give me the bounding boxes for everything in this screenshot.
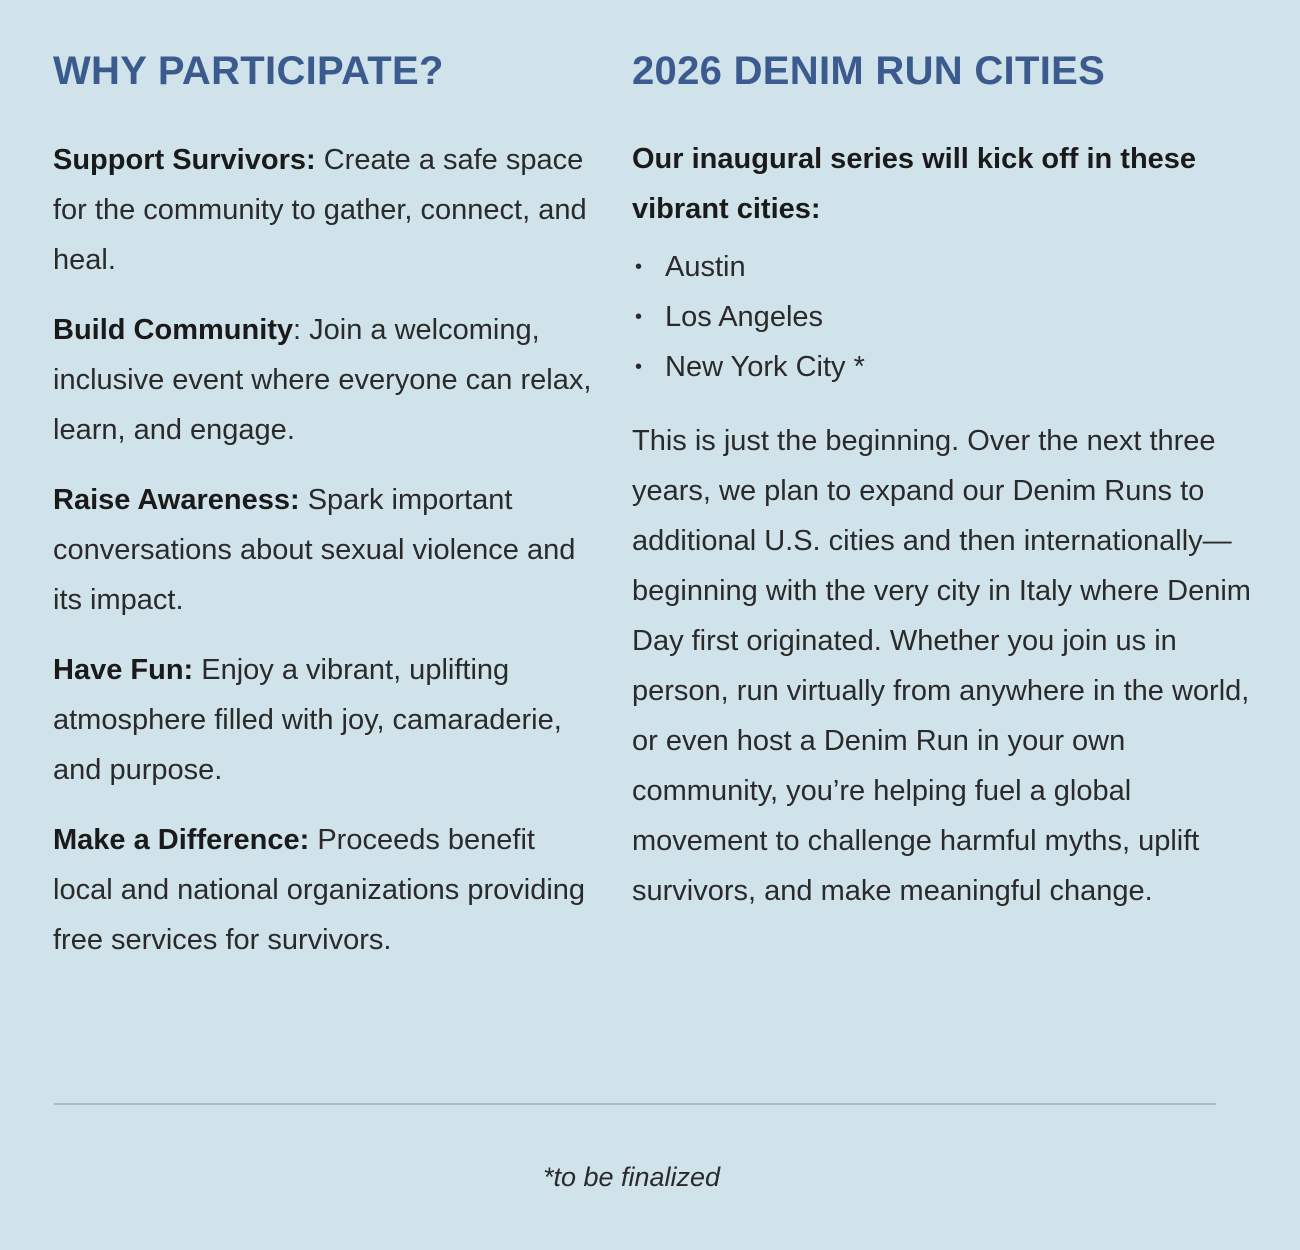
bullet-icon: •: [635, 256, 643, 278]
benefit-have-fun: [53, 645, 593, 795]
benefit-text: : Join a welcoming, inclusive event where everyone can relax, learn, and engage.: [53, 314, 592, 446]
city-name: Los Angeles: [665, 301, 824, 333]
why-participate-section: [53, 44, 593, 985]
benefit-build-community: [53, 305, 593, 455]
benefit-text: Proceeds benefit local and national organizations providing free services for survivors.: [53, 824, 586, 956]
benefit-text: Spark important conversations about sexual violence and its impact.: [53, 484, 576, 616]
why-participate-heading: WHY PARTICIPATE?: [53, 49, 444, 93]
bullet-icon: •: [635, 306, 643, 328]
denim-run-cities-section: [632, 44, 1252, 916]
benefits-list: [53, 135, 593, 965]
benefit-title: Build Community: [53, 314, 294, 346]
benefit-text: Create a safe space for the community to gather, connect, and heal.: [53, 144, 587, 276]
divider: [54, 1103, 1216, 1105]
list-item: [632, 342, 1252, 392]
benefit-make-a-difference: [53, 815, 593, 965]
benefit-title: Have Fun:: [53, 654, 194, 686]
denim-run-cities-heading: 2026 DENIM RUN CITIES: [632, 49, 1106, 93]
cities-list: [632, 242, 1252, 392]
expansion-paragraph: This is just the beginning. Over the next three years, we plan to expand our Denim Runs to additional U.S. cities and then internationally—beginning with the very city in Italy where Denim Day first originated. Whether you join us in person, run virtually from anywhere in the world, or even host a Denim Run in your own community, you’re helping fuel a global movement to challenge harmful myths, uplift survivors, and make meaningful change.: [632, 425, 1251, 907]
city-name: Austin: [665, 251, 746, 283]
footnote: *to be finalized: [542, 1162, 721, 1192]
cities-intro: Our inaugural series will kick off in these vibrant cities:: [632, 143, 1197, 225]
benefit-title: Support Survivors:: [53, 144, 316, 176]
city-name: New York City *: [665, 351, 865, 383]
benefit-raise-awareness: [53, 475, 593, 625]
list-item: [632, 292, 1252, 342]
benefit-title: Make a Difference:: [53, 824, 310, 856]
list-item: [632, 242, 1252, 292]
bullet-icon: •: [635, 356, 643, 378]
benefit-text: Enjoy a vibrant, uplifting atmosphere filled with joy, camaraderie, and purpose.: [53, 654, 562, 786]
benefit-title: Raise Awareness:: [53, 484, 300, 516]
benefit-support-survivors: [53, 135, 593, 285]
